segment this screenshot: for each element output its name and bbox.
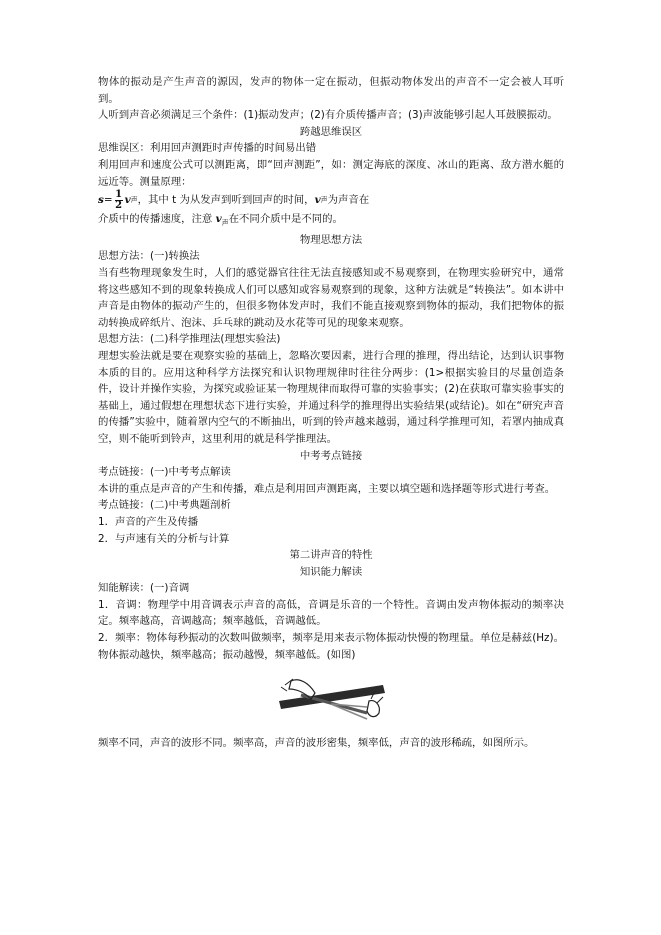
- intro-paragraph-1: 物体的振动是产生声音的源因，发声的物体一定在振动，但振动物体发出的声音不一定会被人耳听到。: [98, 76, 564, 105]
- note-v-subscript: 声: [221, 219, 229, 228]
- method-1-body: 当有些物理现象发生时，人们的感觉器官往往无法直接感知或不易观察到，在物理实验研究中，通常将这些感知不到的现象转换成人们可以感知或容易观察到的现象，这种方法就是“转换法”。如本讲中声音是由物体的振动产生的，但很多物体发声时，我们不能直接观察到物体的振动，我们把物体的振动转换成碎纸片、泡沫、乒乓球的跳动及水花等可见的现象来观察。: [98, 267, 564, 329]
- ruler-vibration-figure: [98, 671, 564, 729]
- formula-equals: =: [103, 194, 113, 207]
- table-edge: [279, 685, 385, 709]
- formula-s: s: [98, 194, 104, 207]
- exam-link-1-body: 本讲的重点是声音的产生和传播，难点是利用回声测距离，主要以填空题和选择题等形式进行考查。: [98, 482, 556, 495]
- note-part-b: 在不同介质中是不同的。: [228, 213, 343, 226]
- misconception-title: 思维误区：利用回声测距时声传播的时间易出错: [98, 142, 317, 155]
- section-heading-methods: 物理思想方法: [299, 233, 363, 246]
- document-page: [98, 74, 564, 752]
- misconception-body-text: 利用回声和速度公式可以测距离，即“回声测距”，如：测定海底的深度、冰山的距离、敌方潜水艇的远近等。测量原理：: [98, 158, 564, 188]
- echo-formula-line: [98, 190, 564, 211]
- method-2-title: 思想方法：(二)科学推理法(理想实验法): [98, 333, 281, 346]
- fraction-numerator: 1: [115, 189, 123, 201]
- note-v: v: [215, 213, 222, 226]
- note-part-a: 介质中的传播速度，注意: [98, 213, 216, 226]
- section-heading-misconception: 跨越思维误区: [299, 125, 363, 138]
- method-1-title: 思想方法：(一)转换法: [98, 250, 200, 263]
- formula-v: v: [124, 194, 131, 207]
- method-2-body: 理想实验法就是要在观察实验的基础上，忽略次要因素，进行合理的推理，得出结论，达到认识事物本质的目的。应用这种科学方法探究和认识物理规律时往往分两步：(1>根据实验目的尽量创造条件，设计并操作实验，为探究或验证某一物理规律而取得可靠的实验事实；(2)在获取可靠实验事实的基础上，通过假想在理想状态下进行实验，并通过科学的推理得出实验结果(或结论)。如在“研究声音的传播”实验中，随着罩内空气的不断抽出，听到的铃声越来越弱，通过科学推理可知，若罩内抽成真空，则不能听到铃声，这里利用的就是科学推理法。: [98, 349, 564, 445]
- knowledge-item-1: 1．音调：物理学中用音调表示声音的高低，音调是乐音的一个特性。音调由发声物体振动的频率决定。频率越高，音调越高；频率越低，音调越低。: [98, 598, 564, 628]
- exam-item: 1．声音的产生及传播: [98, 515, 199, 528]
- lecture-2-heading: 第二讲声音的特性: [289, 549, 373, 562]
- fraction-denominator: 2: [115, 200, 123, 212]
- formula-v2: v: [314, 194, 321, 207]
- knowledge-item-2: 2．频率：物体每秒振动的次数叫做频率，频率是用来表示物体振动快慢的物理量。单位是赫兹(Hz)。物体振动越快，频率越高；振动越慢，频率越低。(如图): [98, 632, 564, 661]
- exam-link-2-title: 考点链接：(二)中考典题剖析: [98, 499, 231, 512]
- section-heading-exam: 中考考点链接: [299, 449, 363, 462]
- misconception-note: [98, 211, 564, 232]
- formula-tail: 为声音在: [327, 194, 370, 207]
- lecture-2-subheading: 知识能力解读: [299, 565, 363, 578]
- formula-explanation: ，其中 t 为从发声到听到回声的时间，: [137, 194, 315, 207]
- closing-paragraph: 频率不同，声音的波形不同。频率高，声音的波形密集，频率低，声音的波形稀疏，如图所示。: [98, 737, 535, 750]
- formula-v2-subscript: 声: [320, 196, 328, 205]
- formula-v-subscript: 声: [130, 196, 138, 205]
- knowledge-title: 知能解读：(一)音调: [98, 582, 190, 595]
- exam-item: 2．与声速有关的分析与计算: [98, 532, 230, 545]
- formula-fraction: [115, 190, 123, 211]
- intro-paragraph-2: 人听到声音必须满足三个条件：(1)振动发声；(2)有介质传播声音；(3)声波能够引起人耳鼓膜振动。: [98, 109, 558, 122]
- misconception-body: [98, 157, 564, 190]
- ruler-table-illustration: [271, 671, 391, 729]
- exam-link-1-title: 考点链接：(一)中考考点解读: [98, 466, 231, 479]
